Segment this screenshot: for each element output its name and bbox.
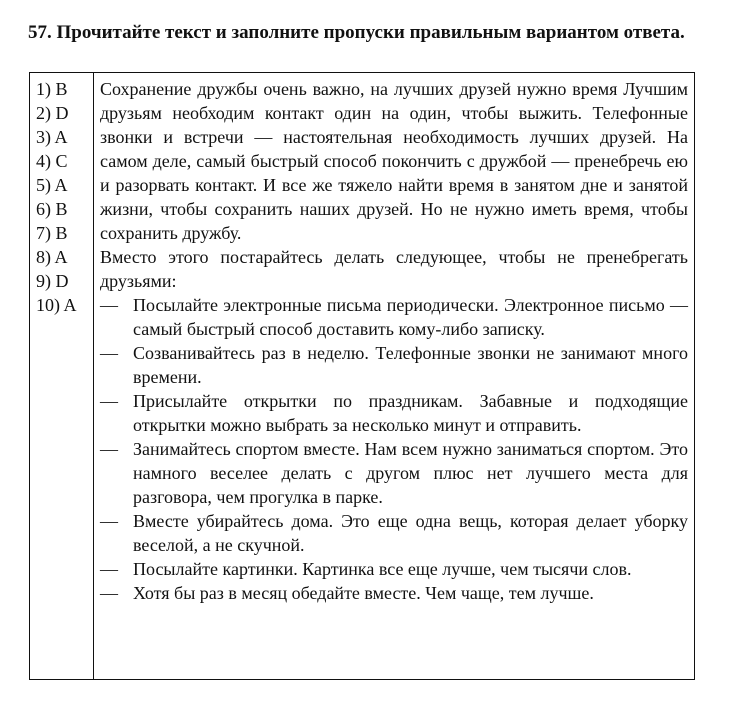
dash-marker: —: [100, 511, 118, 531]
tip-item: [100, 557, 688, 581]
dash-marker: —: [100, 343, 118, 363]
answer-item: 10) A: [36, 295, 77, 315]
tip-item: [100, 341, 688, 389]
dash-marker: —: [100, 583, 118, 603]
lead-in-paragraph: Вместо этого постарайтесь делать следующее, чтобы не пренебрегать друзьями:: [100, 247, 688, 291]
dash-marker: —: [100, 439, 118, 459]
answer-item: 3) A: [36, 127, 68, 147]
tip-item: [100, 389, 688, 437]
intro-paragraph: Сохранение дружбы очень важно, на лучших друзей нужно время Лучшим друзьям необходим контакт один на один, чтобы выжить. Телефонные звонки и встречи — настоятельная необходимость лучших друзей. На самом деле, самый быстрый способ покончить с дружбой — пренебречь ею и разорвать контакт. И все же тяжело найти время в занятом дне и занятой жизни, чтобы сохранить наших друзей. Но не нужно иметь время, чтобы сохранить дружбу.: [100, 79, 688, 243]
answer-item: 7) B: [36, 223, 68, 243]
tip-text: Занимайтесь спортом вместе. Нам всем нужно заниматься спортом. Это намного веселее делать с другом плюс нет лучшего места для разговора, чем прогулка в парке.: [133, 439, 688, 507]
tip-text: Вместе убирайтесь дома. Это еще одна вещь, которая делает уборку веселой, а не скучной.: [133, 511, 688, 555]
answer-item: 9) D: [36, 271, 69, 291]
answer-text-table: [29, 72, 695, 680]
reading-text: [100, 77, 688, 605]
tip-text: Посылайте электронные письма периодически. Электронное письмо — самый быстрый способ доставить кому-либо записку.: [133, 295, 688, 339]
answer-key-list: [30, 77, 92, 317]
answer-item: 4) C: [36, 151, 68, 171]
tips-list: [100, 293, 688, 605]
answer-item: 1) B: [36, 79, 68, 99]
tip-item: [100, 581, 688, 605]
tip-text: Посылайте картинки. Картинка все еще лучше, чем тысячи слов.: [133, 559, 632, 579]
tip-text: Хотя бы раз в месяц обедайте вместе. Чем чаще, тем лучше.: [133, 583, 594, 603]
answer-item: 5) A: [36, 175, 68, 195]
tip-item: [100, 437, 688, 509]
tip-text: Присылайте открытки по праздникам. Забавные и подходящие открытки можно выбрать за несколько минут и отправить.: [133, 391, 688, 435]
column-divider: [93, 73, 94, 679]
tip-item: [100, 509, 688, 557]
dash-marker: —: [100, 559, 118, 579]
tip-item: [100, 293, 688, 341]
answer-item: 2) D: [36, 103, 69, 123]
dash-marker: —: [100, 295, 118, 315]
task-title: 57. Прочитайте текст и заполните пропуски правильным вариантом ответа.: [28, 22, 685, 43]
answer-item: 6) B: [36, 199, 68, 219]
tip-text: Созванивайтесь раз в неделю. Телефонные звонки не занимают много времени.: [133, 343, 688, 387]
dash-marker: —: [100, 391, 118, 411]
answer-item: 8) A: [36, 247, 68, 267]
